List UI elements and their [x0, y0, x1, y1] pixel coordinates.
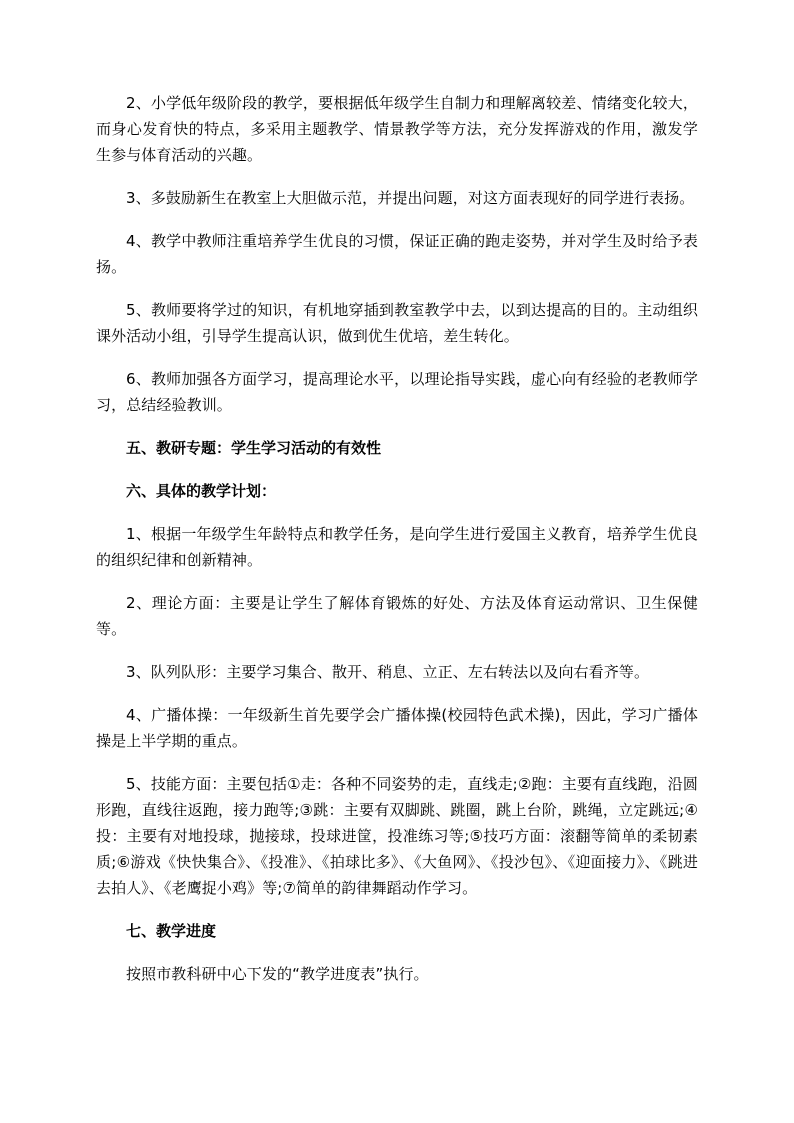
- plan-item-1: 1、根据一年级学生年龄特点和教学任务，是向学生进行爱国主义教育，培养学生优良的组织纪律和创新精神。: [96, 525, 698, 569]
- paragraph-3: 3、多鼓励新生在教室上大胆做示范，并提出问题，对这方面表现好的同学进行表扬。: [126, 189, 695, 207]
- plan-item-3: 3、队列队形：主要学习集合、散开、稍息、立正、左右转法以及向右看齐等。: [126, 663, 650, 681]
- paragraph-6: 6、教师加强各方面学习，提高理论水平，以理论指导实践，虚心向有经验的老教师学习，总结经验教训。: [96, 370, 698, 414]
- paragraph-5: 5、教师要将学过的知识，有机地穿插到教室教学中去，以到达提高的目的。主动组织课外活动小组，引导学生提高认识，做到优生优培，差生转化。: [96, 301, 698, 345]
- paragraph-4: 4、教学中教师注重培养学生优良的习惯，保证正确的跑走姿势，并对学生及时给予表扬。: [96, 232, 698, 276]
- document-page: [96, 90, 698, 1004]
- plan-item-2: 2、理论方面：主要是让学生了解体育锻炼的好处、方法及体育运动常识、卫生保健等。: [96, 594, 698, 638]
- progress-paragraph: 按照市教科研中心下发的“教学进度表”执行。: [126, 965, 429, 983]
- paragraph-2: 2、小学低年级阶段的教学，要根据低年级学生自制力和理解离较差、情绪变化较大，而身心发育快的特点，多采用主题教学、情景教学等方法，充分发挥游戏的作用，激发学生参与体育活动的兴趣。: [96, 94, 698, 164]
- section-heading-research-topic: 五、教研专题：学生学习活动的有效性: [126, 439, 382, 457]
- plan-item-4: 4、广播体操：一年级新生首先要学会广播体操(校园特色武术操)，因此，学习广播体操是上半学期的重点。: [96, 706, 698, 750]
- section-heading-progress: 七、教学进度: [126, 922, 217, 940]
- section-heading-teaching-plan: 六、具体的教学计划：: [126, 482, 277, 500]
- plan-item-5: 5、技能方面：主要包括①走：各种不同姿势的走，直线走;②跑：主要有直线跑，沿圆形跑，直线往返跑，接力跑等;③跳：主要有双脚跳、跳圈，跳上台阶，跳绳，立定跳远;④投：主要有对地投球，抛接球，投球进筐，投准练习等;⑤技巧方面：滚翻等简单的柔韧素质;⑥游戏《快快集合》、《投准》、《拍球比多》、《大鱼网》、《投沙包》、《迎面接力》、《跳进去拍人》、《老鹰捉小鸡》等;⑦简单的韵律舞蹈动作学习。: [96, 775, 698, 897]
